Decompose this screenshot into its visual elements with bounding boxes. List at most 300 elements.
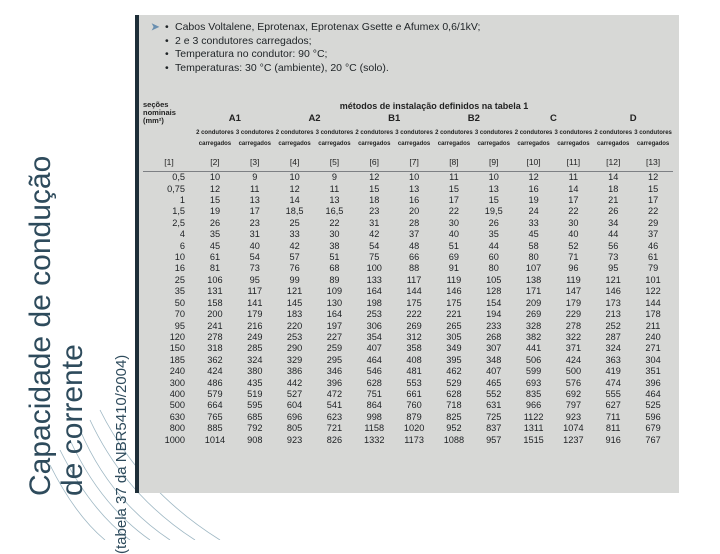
group-header: B2 <box>467 113 480 125</box>
table-row <box>143 275 673 286</box>
value-cell: 380 <box>247 366 263 377</box>
value-cell: 269 <box>525 309 542 320</box>
table-row <box>143 241 673 252</box>
value-cell: 131 <box>207 286 223 297</box>
value-cell: 1020 <box>403 423 425 434</box>
value-cell: 175 <box>406 297 422 308</box>
value-cell: 34 <box>608 217 619 228</box>
value-cell: 751 <box>366 388 382 399</box>
value-cell: 69 <box>448 252 460 263</box>
value-cell: 506 <box>525 354 542 365</box>
value-cell: 486 <box>207 377 223 388</box>
value-cell: 346 <box>326 366 343 377</box>
value-cell: 23 <box>249 217 260 228</box>
value-cell: 604 <box>286 400 303 411</box>
value-cell: 105 <box>486 274 502 285</box>
value-cell: 541 <box>326 400 343 411</box>
value-cell: 95 <box>608 263 619 274</box>
value-cell: 628 <box>366 377 382 388</box>
value-cell: 1173 <box>404 434 424 445</box>
table-row <box>143 309 673 320</box>
bullet-item: • Temperaturas: 30 °C (ambiente), 20 °C (solo). <box>165 61 389 74</box>
value-cell: 441 <box>525 343 542 354</box>
value-cell: 1311 <box>523 423 544 434</box>
value-cell: 144 <box>645 297 661 308</box>
value-cell: 40 <box>448 229 460 240</box>
value-cell: 45 <box>209 240 221 251</box>
value-cell: 627 <box>605 400 621 411</box>
value-cell: 146 <box>446 286 462 297</box>
value-cell: 18,5 <box>285 206 304 217</box>
value-cell: 1122 <box>523 411 544 422</box>
value-cell: 40 <box>249 240 260 251</box>
section-cell: 500 <box>169 400 186 411</box>
value-cell: 73 <box>249 263 260 274</box>
table-row <box>143 286 673 297</box>
value-cell: 88 <box>408 263 420 274</box>
value-cell: 721 <box>326 423 343 434</box>
value-cell: 209 <box>525 297 542 308</box>
value-cell: 15 <box>209 195 221 206</box>
sub-header-label: 2 condutores carregados <box>355 130 394 148</box>
value-cell: 371 <box>565 343 582 354</box>
value-cell: 837 <box>486 423 502 434</box>
table-row <box>143 389 673 400</box>
value-cell: 200 <box>207 309 223 320</box>
value-cell: 71 <box>568 252 579 263</box>
value-cell: 179 <box>247 309 263 320</box>
value-cell: 14 <box>568 183 579 194</box>
value-cell: 631 <box>486 400 502 411</box>
sub-header-label: 2 condutores carregados <box>196 130 234 148</box>
value-cell: 957 <box>486 434 502 445</box>
value-cell: 13 <box>488 183 499 194</box>
value-cell: 141 <box>247 297 263 308</box>
value-cell: 693 <box>525 377 542 388</box>
value-cell: 37 <box>408 229 420 240</box>
value-cell: 527 <box>286 388 303 399</box>
value-cell: 351 <box>645 366 661 377</box>
value-cell: 229 <box>565 309 582 320</box>
value-cell: 35 <box>488 229 499 240</box>
value-cell: 278 <box>207 331 223 342</box>
value-cell: 30 <box>329 229 340 240</box>
value-cell: 252 <box>605 320 621 331</box>
sub-header-label: 2 condutores carregados <box>435 130 473 148</box>
section-cell: 2,5 <box>172 217 186 228</box>
value-cell: 661 <box>406 388 422 399</box>
section-cell: 0,5 <box>172 172 186 183</box>
side-title <box>24 78 130 554</box>
value-cell: 9 <box>331 172 337 183</box>
value-cell: 664 <box>207 400 223 411</box>
column-number: [12] <box>593 154 633 172</box>
value-cell: 519 <box>247 388 263 399</box>
value-cell: 22 <box>329 217 340 228</box>
column-number: [1] <box>143 154 195 172</box>
value-cell: 685 <box>247 411 263 422</box>
value-cell: 28 <box>408 217 420 228</box>
value-cell: 198 <box>366 297 382 308</box>
capacity-table <box>143 101 673 446</box>
value-cell: 197 <box>326 320 343 331</box>
value-cell: 158 <box>207 297 223 308</box>
column-number: [13] <box>633 154 673 172</box>
value-cell: 61 <box>647 252 659 263</box>
value-cell: 54 <box>369 240 380 251</box>
value-cell: 318 <box>207 343 223 354</box>
table-row <box>143 252 673 263</box>
value-cell: 22 <box>647 206 659 217</box>
table-row <box>143 172 673 184</box>
value-cell: 14 <box>608 172 619 183</box>
value-cell: 718 <box>446 400 462 411</box>
value-cell: 864 <box>366 400 382 411</box>
value-cell: 96 <box>568 263 579 274</box>
section-cell: 10 <box>174 252 186 263</box>
arrow-icon: ➤ <box>151 22 160 33</box>
value-cell: 595 <box>247 400 263 411</box>
section-cell: 16 <box>174 263 186 274</box>
table-row <box>143 206 673 217</box>
value-cell: 61 <box>209 252 221 263</box>
value-cell: 42 <box>289 240 300 251</box>
value-cell: 233 <box>486 320 502 331</box>
value-cell: 354 <box>366 331 382 342</box>
table-row <box>143 298 673 309</box>
value-cell: 51 <box>329 252 340 263</box>
value-cell: 268 <box>486 331 502 342</box>
value-cell: 12 <box>647 172 659 183</box>
value-cell: 145 <box>286 297 303 308</box>
value-cell: 56 <box>608 240 619 251</box>
value-cell: 54 <box>249 252 260 263</box>
value-cell: 295 <box>326 354 343 365</box>
bullet-item: ➤ • Cabos Voltalene, Eprotenax, Eprotenax Gsette e Afumex 0,6/1kV; <box>151 21 481 33</box>
value-cell: 916 <box>605 434 621 445</box>
column-number: [3] <box>235 154 275 172</box>
value-cell: 119 <box>446 274 462 285</box>
value-cell: 117 <box>406 274 422 285</box>
value-cell: 348 <box>486 354 502 365</box>
group-header: C <box>550 113 557 125</box>
value-cell: 396 <box>645 377 661 388</box>
value-cell: 12 <box>289 183 300 194</box>
value-cell: 481 <box>406 366 422 377</box>
value-cell: 628 <box>446 388 462 399</box>
value-cell: 386 <box>286 366 303 377</box>
bullet-item: • 2 e 3 condutores carregados; <box>165 34 312 47</box>
table-row <box>143 400 673 411</box>
value-cell: 52 <box>568 240 579 251</box>
value-cell: 885 <box>207 423 223 434</box>
table-row <box>143 423 673 434</box>
value-cell: 408 <box>406 354 422 365</box>
value-cell: 1088 <box>443 434 465 445</box>
value-cell: 16 <box>528 183 539 194</box>
value-cell: 35 <box>209 229 221 240</box>
value-cell: 11 <box>329 183 340 194</box>
value-cell: 66 <box>408 252 420 263</box>
section-cell: 1,5 <box>172 206 186 217</box>
value-cell: 312 <box>406 331 422 342</box>
value-cell: 75 <box>369 252 380 263</box>
value-cell: 19,5 <box>484 206 503 217</box>
value-cell: 679 <box>645 423 661 434</box>
value-cell: 825 <box>446 411 462 422</box>
value-cell: 11 <box>449 172 459 183</box>
value-cell: 552 <box>486 388 502 399</box>
sub-header-label: 3 condutores carregados <box>474 130 513 148</box>
value-cell: 12 <box>209 183 221 194</box>
value-cell: 26 <box>209 217 221 228</box>
value-cell: 407 <box>486 366 502 377</box>
value-cell: 10 <box>209 172 221 183</box>
value-cell: 11 <box>568 172 579 183</box>
value-cell: 692 <box>565 388 582 399</box>
column-number: [10] <box>514 154 554 172</box>
value-cell: 31 <box>369 217 380 228</box>
value-cell: 121 <box>286 286 303 297</box>
value-cell: 128 <box>486 286 502 297</box>
value-cell: 227 <box>326 331 343 342</box>
table-row <box>143 435 673 446</box>
value-cell: 57 <box>289 252 300 263</box>
value-cell: 240 <box>645 331 661 342</box>
value-cell: 15 <box>488 195 499 206</box>
value-cell: 133 <box>366 274 382 285</box>
value-cell: 99 <box>289 274 300 285</box>
value-cell: 10 <box>408 172 420 183</box>
value-cell: 923 <box>565 411 582 422</box>
table-row <box>143 195 673 206</box>
section-cell: 0,75 <box>167 183 186 194</box>
value-cell: 221 <box>446 309 462 320</box>
bullet-item: • Temperatura no condutor: 90 °C; <box>165 48 328 60</box>
value-cell: 48 <box>408 240 420 251</box>
value-cell: 826 <box>326 434 343 445</box>
value-cell: 271 <box>645 343 661 354</box>
value-cell: 253 <box>366 309 382 320</box>
value-cell: 21 <box>608 195 619 206</box>
value-cell: 474 <box>605 377 621 388</box>
table-row <box>143 184 673 195</box>
value-cell: 213 <box>605 309 621 320</box>
value-cell: 792 <box>247 423 263 434</box>
value-cell: 26 <box>608 206 619 217</box>
value-cell: 24 <box>528 206 539 217</box>
section-cell: 25 <box>174 274 186 285</box>
value-cell: 696 <box>286 411 303 422</box>
sub-header-label: 3 condutores carregados <box>634 130 672 148</box>
value-cell: 89 <box>329 274 340 285</box>
sub-header-label: 3 condutores carregados <box>235 130 274 148</box>
section-cell: 35 <box>174 286 186 297</box>
value-cell: 529 <box>446 377 462 388</box>
value-cell: 117 <box>247 286 263 297</box>
group-header: A1 <box>228 113 241 125</box>
value-cell: 79 <box>647 263 659 274</box>
value-cell: 22 <box>448 206 460 217</box>
value-cell: 20 <box>408 206 420 217</box>
value-cell: 464 <box>645 388 661 399</box>
value-cell: 1332 <box>364 434 385 445</box>
value-cell: 12 <box>528 172 539 183</box>
value-cell: 424 <box>565 354 582 365</box>
column-number: [8] <box>434 154 474 172</box>
value-cell: 462 <box>446 366 462 377</box>
value-cell: 555 <box>605 388 621 399</box>
value-cell: 19 <box>209 206 221 217</box>
value-cell: 711 <box>605 411 621 422</box>
value-cell: 107 <box>525 263 542 274</box>
value-cell: 178 <box>645 309 661 320</box>
value-cell: 91 <box>448 263 460 274</box>
value-cell: 17 <box>448 195 460 206</box>
table-row <box>143 343 673 354</box>
value-cell: 37 <box>647 229 659 240</box>
value-cell: 33 <box>528 217 539 228</box>
value-cell: 278 <box>565 320 582 331</box>
value-cell: 546 <box>366 366 382 377</box>
table-row <box>143 321 673 332</box>
value-cell: 119 <box>566 274 581 285</box>
bullet-list <box>151 21 480 75</box>
table-row <box>143 229 673 240</box>
column-number: [5] <box>315 154 355 172</box>
sub-header-label: 2 condutores carregados <box>594 130 633 148</box>
value-cell: 442 <box>286 377 303 388</box>
value-cell: 13 <box>408 183 420 194</box>
value-cell: 765 <box>207 411 223 422</box>
column-number: [7] <box>394 154 434 172</box>
value-cell: 171 <box>525 286 542 297</box>
value-cell: 328 <box>525 320 542 331</box>
section-cell: 150 <box>169 343 186 354</box>
bullet-icon: • <box>165 61 169 74</box>
value-cell: 17 <box>249 206 260 217</box>
section-cell: 185 <box>169 354 186 365</box>
value-cell: 324 <box>247 354 263 365</box>
value-cell: 472 <box>326 388 343 399</box>
value-cell: 576 <box>565 377 582 388</box>
value-cell: 1158 <box>364 423 385 434</box>
sub-header-label: 3 condutores carregados <box>315 130 354 148</box>
value-cell: 966 <box>525 400 542 411</box>
value-cell: 211 <box>645 320 661 331</box>
value-cell: 15 <box>448 183 460 194</box>
value-cell: 45 <box>528 229 539 240</box>
value-cell: 154 <box>486 297 502 308</box>
value-cell: 11 <box>250 183 260 194</box>
value-cell: 358 <box>406 343 422 354</box>
table-row <box>143 355 673 366</box>
value-cell: 81 <box>209 263 221 274</box>
value-cell: 164 <box>326 309 343 320</box>
value-cell: 553 <box>406 377 422 388</box>
value-cell: 147 <box>565 286 582 297</box>
value-cell: 19 <box>528 195 539 206</box>
value-cell: 259 <box>326 343 343 354</box>
value-cell: 1074 <box>563 423 584 434</box>
value-cell: 101 <box>645 274 661 285</box>
value-cell: 407 <box>366 343 382 354</box>
value-cell: 18 <box>369 195 380 206</box>
value-cell: 797 <box>565 400 582 411</box>
value-cell: 13 <box>249 195 260 206</box>
value-cell: 435 <box>247 377 263 388</box>
value-cell: 362 <box>207 354 223 365</box>
section-cell: 1000 <box>164 434 186 445</box>
column-number: [11] <box>553 154 593 172</box>
value-cell: 15 <box>369 183 380 194</box>
value-cell: 419 <box>605 366 621 377</box>
value-cell: 30 <box>568 217 579 228</box>
sec-label: seções nominais (mm²) <box>143 100 176 125</box>
value-cell: 26 <box>488 217 499 228</box>
value-cell: 879 <box>406 411 422 422</box>
value-cell: 95 <box>249 274 260 285</box>
value-cell: 395 <box>446 354 462 365</box>
value-cell: 121 <box>605 274 621 285</box>
title-line-2: de corrente <box>56 344 89 496</box>
value-cell: 33 <box>289 229 300 240</box>
sub-header-label: 2 condutores carregados <box>514 130 553 148</box>
value-cell: 908 <box>247 434 263 445</box>
value-cell: 760 <box>406 400 422 411</box>
value-cell: 811 <box>605 423 621 434</box>
value-cell: 767 <box>645 434 661 445</box>
value-cell: 805 <box>286 423 303 434</box>
value-cell: 14 <box>289 195 300 206</box>
value-cell: 68 <box>329 263 340 274</box>
value-cell: 183 <box>286 309 303 320</box>
section-cell: 6 <box>179 240 186 251</box>
section-cell: 120 <box>169 331 186 342</box>
value-cell: 80 <box>488 263 499 274</box>
value-cell: 269 <box>406 320 422 331</box>
value-cell: 952 <box>446 423 462 434</box>
value-cell: 10 <box>289 172 300 183</box>
value-cell: 44 <box>608 229 619 240</box>
table-row <box>143 366 673 377</box>
value-cell: 396 <box>326 377 343 388</box>
section-cell: 300 <box>169 377 186 388</box>
column-number: [4] <box>275 154 315 172</box>
value-cell: 175 <box>446 297 462 308</box>
value-cell: 725 <box>486 411 502 422</box>
table-panel <box>135 15 679 493</box>
value-cell: 10 <box>488 172 499 183</box>
value-cell: 38 <box>329 240 340 251</box>
value-cell: 1014 <box>204 434 226 445</box>
value-cell: 16,5 <box>325 206 344 217</box>
value-cell: 146 <box>605 286 621 297</box>
section-cell: 400 <box>169 388 186 399</box>
table-row <box>143 218 673 229</box>
value-cell: 25 <box>289 217 300 228</box>
value-cell: 923 <box>286 434 303 445</box>
value-cell: 100 <box>366 263 382 274</box>
value-cell: 122 <box>645 286 661 297</box>
value-cell: 164 <box>366 286 382 297</box>
table-row <box>143 378 673 389</box>
value-cell: 109 <box>326 286 343 297</box>
value-cell: 22 <box>568 206 579 217</box>
section-cell: 70 <box>174 309 186 320</box>
value-cell: 13 <box>329 195 340 206</box>
value-cell: 464 <box>366 354 382 365</box>
